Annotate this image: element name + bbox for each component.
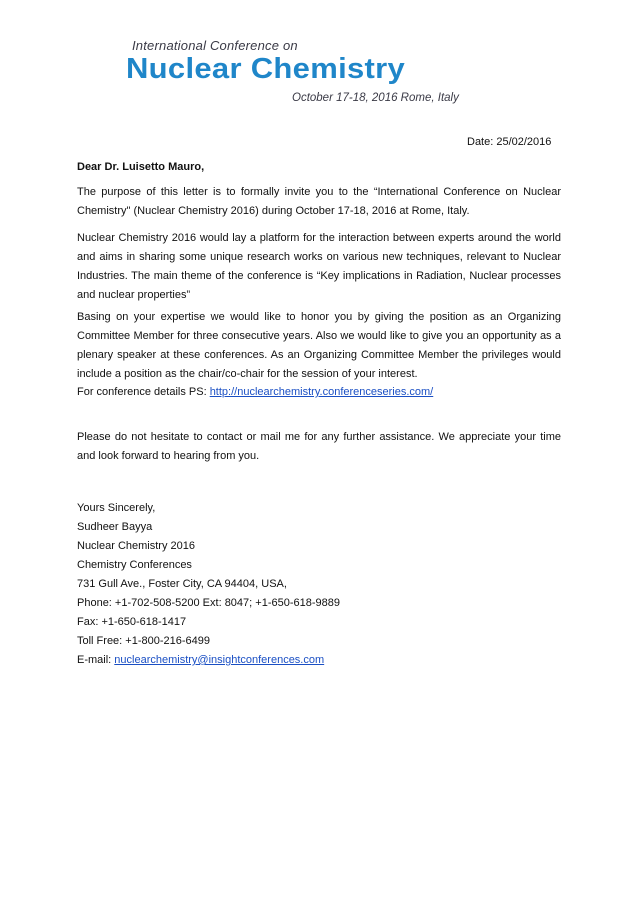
signature-toll-free: Toll Free: +1-800-216-6499: [77, 635, 210, 647]
signature-organization: Chemistry Conferences: [77, 559, 192, 571]
logo-title: Nuclear Chemistry: [126, 52, 406, 85]
logo-date-location: October 17-18, 2016 Rome, Italy: [292, 92, 459, 104]
signature-email-line: [77, 651, 340, 670]
conference-details-link[interactable]: http://nuclearchemistry.conferenceseries.com/: [209, 386, 434, 398]
paragraph-platform: Nuclear Chemistry 2016 would lay a platform for the interaction between experts around the world and aims in sharing some unique research works on various new techniques, relevant to Nuclear Industries. The main theme of the conference is “Key implications in Radiation, Nuclear processes and nuclear properties”: [77, 232, 561, 301]
salutation: Dear Dr. Luisetto Mauro,: [77, 161, 205, 173]
paragraph-invitation: Basing on your expertise we would like to honor you by giving the position as an Organizing Committee Member for three consecutive years. Also we would like to give you an opportunity as a plenary speaker at these conferences. As an Organizing Committee Member the privileges would include a position as the chair/co-chair for the session of your interest.: [77, 311, 561, 380]
signature-phone: Phone: +1-702-508-5200 Ext: 8047; +1-650-618-9889: [77, 597, 340, 609]
signature-fax: Fax: +1-650-618-1417: [77, 616, 187, 628]
paragraph-purpose: The purpose of this letter is to formally invite you to the “International Conference on Nuclear Chemistry" (Nuclear Chemistry 2016) during October 17-18, 2016 at Rome, Italy.: [77, 186, 561, 217]
conference-logo: [126, 38, 486, 110]
details-prefix: For conference details PS:: [77, 386, 210, 398]
signature-name: Sudheer Bayya: [77, 521, 153, 533]
paragraph-details: [77, 383, 561, 402]
email-prefix: E-mail:: [77, 654, 115, 666]
letter-date: Date: 25/02/2016: [467, 136, 552, 148]
signature-block: [77, 499, 340, 670]
email-link[interactable]: nuclearchemistry@insightconferences.com: [114, 654, 325, 666]
signature-closing: Yours Sincerely,: [77, 502, 156, 514]
signature-address: 731 Gull Ave., Foster City, CA 94404, USA,: [77, 578, 287, 590]
logo-tagline: International Conference on: [132, 38, 298, 53]
signature-event: Nuclear Chemistry 2016: [77, 540, 195, 552]
paragraph-closing: Please do not hesitate to contact or mail me for any further assistance. We appreciate your time and look forward to hearing from you.: [77, 431, 561, 462]
